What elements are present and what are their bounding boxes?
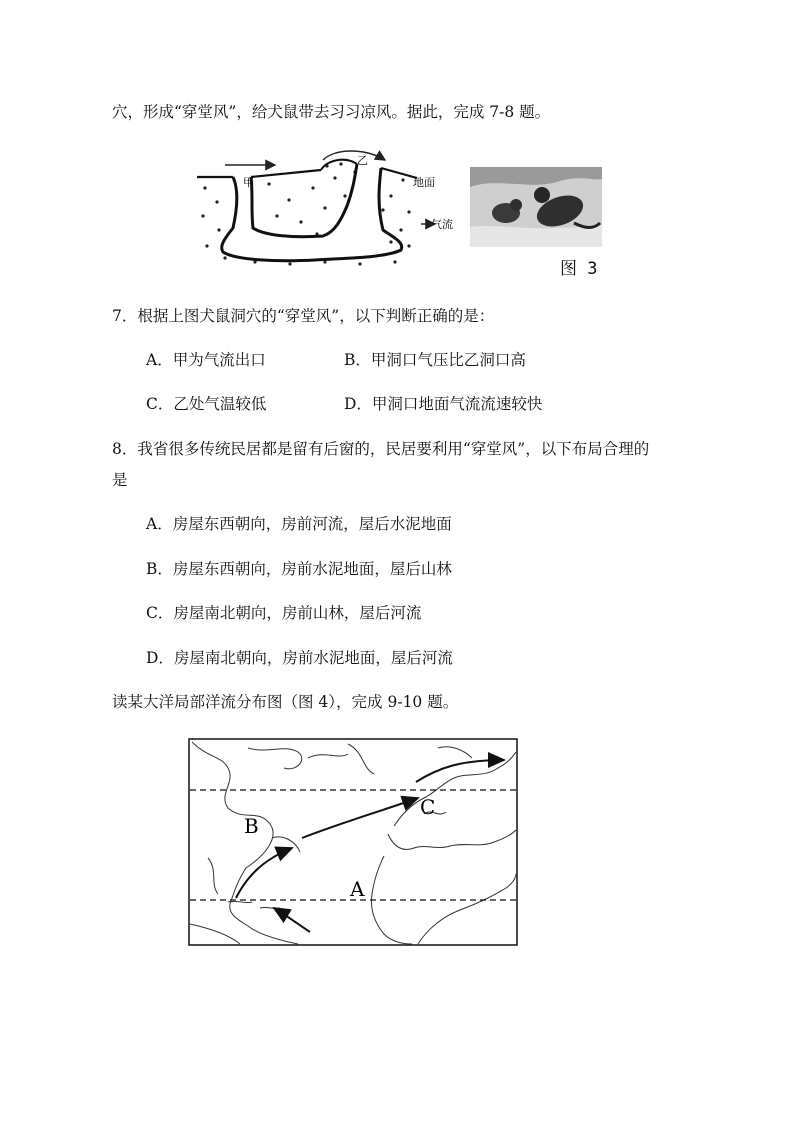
label-jia: 甲: [243, 176, 254, 189]
label-a: A: [350, 877, 365, 901]
q7-option-a[interactable]: A．甲为气流出口: [146, 351, 266, 369]
label-c: C: [420, 795, 436, 819]
intro-line: 穴，形成“穿堂风”，给犬鼠带去习习凉风。据此，完成 7-8 题。: [112, 103, 551, 121]
airflow-arrow-curve: [323, 151, 385, 160]
q8-option-d[interactable]: D．房屋南北朝向，房前水泥地面，屋后河流: [146, 649, 453, 667]
label-yi: 乙: [357, 154, 368, 167]
q8-option-c[interactable]: C．房屋南北朝向，房前山林，屋后河流: [146, 604, 422, 622]
label-b: B: [244, 814, 259, 838]
ocean-current-map: [188, 738, 518, 946]
label-airflow: 气流: [431, 218, 453, 231]
prairie-dog-photo: [470, 167, 602, 247]
q8-stem-line1: 8．我省很多传统民居都是留有后窗的，民居要利用“穿堂风”，以下布局合理的: [112, 440, 650, 458]
q7-option-c[interactable]: C．乙处气温较低: [146, 395, 267, 413]
q7-option-d[interactable]: D．甲洞口地面气流流速较快: [344, 395, 543, 413]
figure3-caption: 图 3: [560, 259, 598, 279]
label-ground: 地面: [413, 176, 435, 189]
map-intro: 读某大洋局部洋流分布图（图 4），完成 9-10 题。: [112, 693, 459, 711]
q7-option-b[interactable]: B．甲洞口气压比乙洞口高: [344, 351, 526, 369]
q7-stem: 7．根据上图犬鼠洞穴的“穿堂风”，以下判断正确的是：: [112, 307, 495, 325]
q8-option-b[interactable]: B．房屋东西朝向，房前水泥地面，屋后山林: [146, 560, 452, 578]
q8-stem-line2: 是: [112, 471, 128, 489]
q8-option-a[interactable]: A．房屋东西朝向，房前河流，屋后水泥地面: [146, 515, 452, 533]
burrow-diagram: [195, 150, 453, 270]
